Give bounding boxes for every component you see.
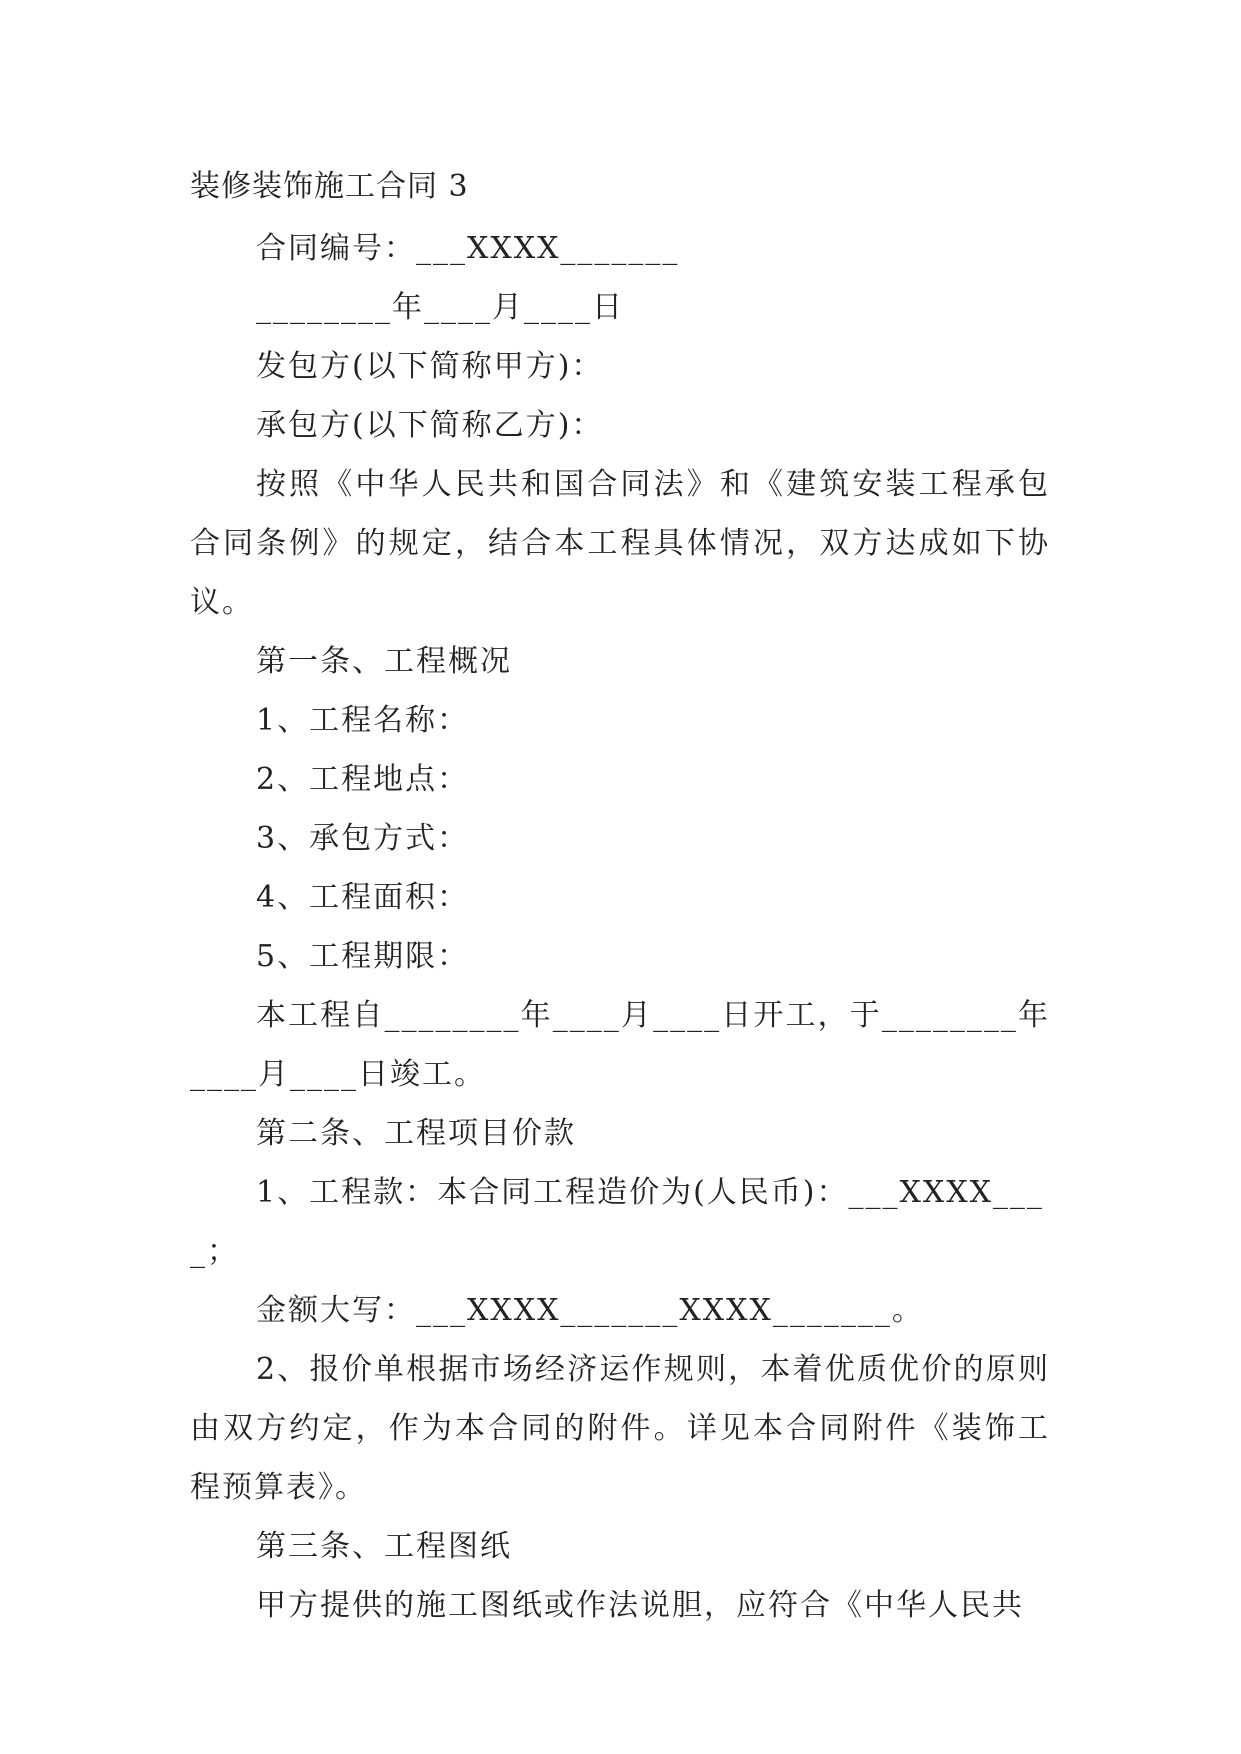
document-title: 装修装饰施工合同 3 (190, 169, 469, 204)
article-2-heading: 第二条、工程项目价款 (256, 1116, 576, 1151)
article-1-item: 5、工程期限： (256, 939, 470, 974)
article-3-heading: 第三条、工程图纸 (256, 1529, 512, 1564)
article-1-item: 2、工程地点： (256, 762, 470, 797)
contract-number: 合同编号：___XXXX_______ (256, 231, 680, 266)
party-a-line: 发包方(以下简称甲方)： (256, 349, 604, 384)
contract-date: ________年____月____日 (256, 290, 624, 325)
article-1-schedule: 本工程自________年____月____日开工，于________年____月____日竣工。 (190, 998, 1050, 1092)
party-b-line: 承包方(以下简称乙方)： (256, 408, 604, 443)
article-2-price: 1、工程款：本合同工程造价为(人民币)：___XXXX____； (190, 1175, 1044, 1269)
article-1-heading: 第一条、工程概况 (256, 644, 512, 679)
article-2-quote: 2、报价单根据市场经济运作规则，本着优质优价的原则由双方约定，作为本合同的附件。详见本合同附件《装饰工程预算表》。 (190, 1352, 1050, 1505)
article-1-item: 1、工程名称： (256, 703, 470, 738)
contract-preamble: 按照《中华人民共和国合同法》和《建筑安装工程承包合同条例》的规定，结合本工程具体情况，双方达成如下协议。 (190, 467, 1050, 620)
article-3-text: 甲方提供的施工图纸或作法说胆，应符合《中华人民共 (256, 1588, 1024, 1623)
document-body (190, 160, 1050, 1635)
article-1-item: 4、工程面积： (256, 880, 470, 915)
article-2-amount-words: 金额大写：___XXXX_______XXXX_______。 (256, 1293, 924, 1328)
article-1-item: 3、承包方式： (256, 821, 470, 856)
